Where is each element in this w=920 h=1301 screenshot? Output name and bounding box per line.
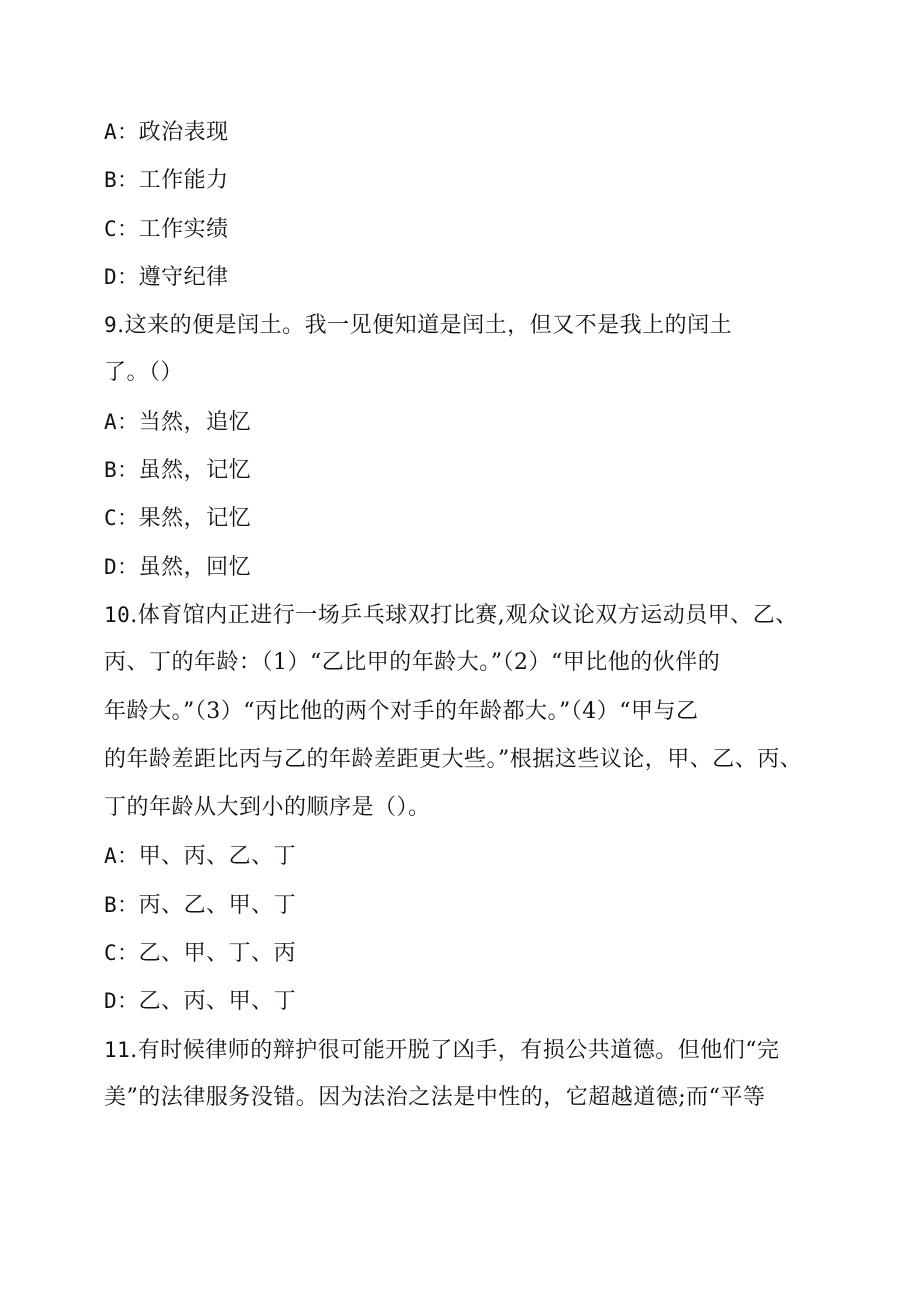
q10-option-c — [104, 929, 824, 977]
option-text: 丙、乙、甲、丁 — [138, 892, 297, 918]
question-text: 年龄大。”（3）“丙比他的两个对手的年龄都大。”（4）“甲与乙 — [104, 698, 699, 724]
option-text: 工作能力 — [138, 168, 229, 194]
q10-stem-line-1 — [104, 591, 824, 639]
option-key: C： — [104, 216, 139, 241]
q9-option-c — [104, 494, 824, 542]
q11-stem-line-2 — [104, 1074, 824, 1122]
q8-option-b — [104, 156, 824, 204]
question-text: 的年龄差距比丙与乙的年龄差距更大些。”根据这些议论，甲、乙、丙、 — [104, 746, 803, 772]
q10-option-b — [104, 881, 824, 929]
question-text: 了。（） — [104, 360, 184, 386]
q9-option-a — [104, 398, 824, 446]
q9-stem-line-2 — [104, 349, 824, 397]
option-text: 甲、丙、乙、丁 — [138, 844, 297, 870]
option-text: 虽然，回忆 — [138, 554, 252, 580]
option-text: 乙、丙、甲、丁 — [138, 989, 297, 1015]
option-text: 当然，追忆 — [138, 409, 252, 435]
q9-option-b — [104, 446, 824, 494]
q10-option-a — [104, 832, 824, 880]
question-number: 10 — [104, 602, 131, 627]
q9-option-d — [104, 543, 824, 591]
option-key: B： — [104, 458, 139, 483]
option-text: 政治表现 — [138, 120, 229, 145]
option-key: C： — [104, 506, 139, 531]
option-key: C： — [104, 941, 139, 966]
option-text: 遵守纪律 — [138, 264, 229, 290]
question-number: 11 — [104, 1037, 131, 1062]
option-text: 虽然，记忆 — [138, 458, 252, 484]
question-text: .体育馆内正进行一场乒乓球双打比赛,观众议论双方运动员甲、乙、 — [130, 602, 798, 628]
question-text: .这来的便是闰土。我一见便知道是闰土，但又不是我上的闰土 — [117, 313, 733, 339]
q10-stem-line-3 — [104, 688, 824, 736]
option-key: D： — [104, 264, 139, 289]
q8-option-a — [104, 108, 824, 156]
option-text: 乙、甲、丁、丙 — [138, 941, 297, 967]
option-key: A： — [104, 844, 139, 869]
question-text: .有时候律师的辩护很可能开脱了凶手，有损公共道德。但他们“完 — [130, 1037, 780, 1063]
q11-stem-line-1 — [104, 1026, 824, 1074]
q10-stem-line-4 — [104, 736, 824, 784]
document-page — [104, 108, 824, 1122]
q9-stem-line-1 — [104, 301, 824, 349]
option-key: A： — [104, 409, 139, 434]
question-number: 9 — [104, 313, 118, 338]
q10-option-d — [104, 977, 824, 1025]
q10-stem-line-5 — [104, 784, 824, 832]
q8-option-c — [104, 205, 824, 253]
option-key: A： — [104, 120, 139, 144]
q10-stem-line-2 — [104, 639, 824, 687]
option-key: D： — [104, 989, 139, 1014]
option-key: B： — [104, 892, 139, 917]
question-text: 美”的法律服务没错。因为法治之法是中性的，它超越道德;而“平等 — [104, 1084, 766, 1110]
option-key: D： — [104, 554, 139, 579]
question-text: 丙、丁的年龄：（1）“乙比甲的年龄大。”（2）“甲比他的伙伴的 — [104, 650, 721, 676]
option-text: 工作实绩 — [138, 216, 229, 242]
option-key: B： — [104, 168, 139, 193]
question-text: 丁的年龄从大到小的顺序是（）。 — [104, 795, 431, 821]
option-text: 果然，记忆 — [138, 506, 252, 532]
q8-option-d — [104, 253, 824, 301]
